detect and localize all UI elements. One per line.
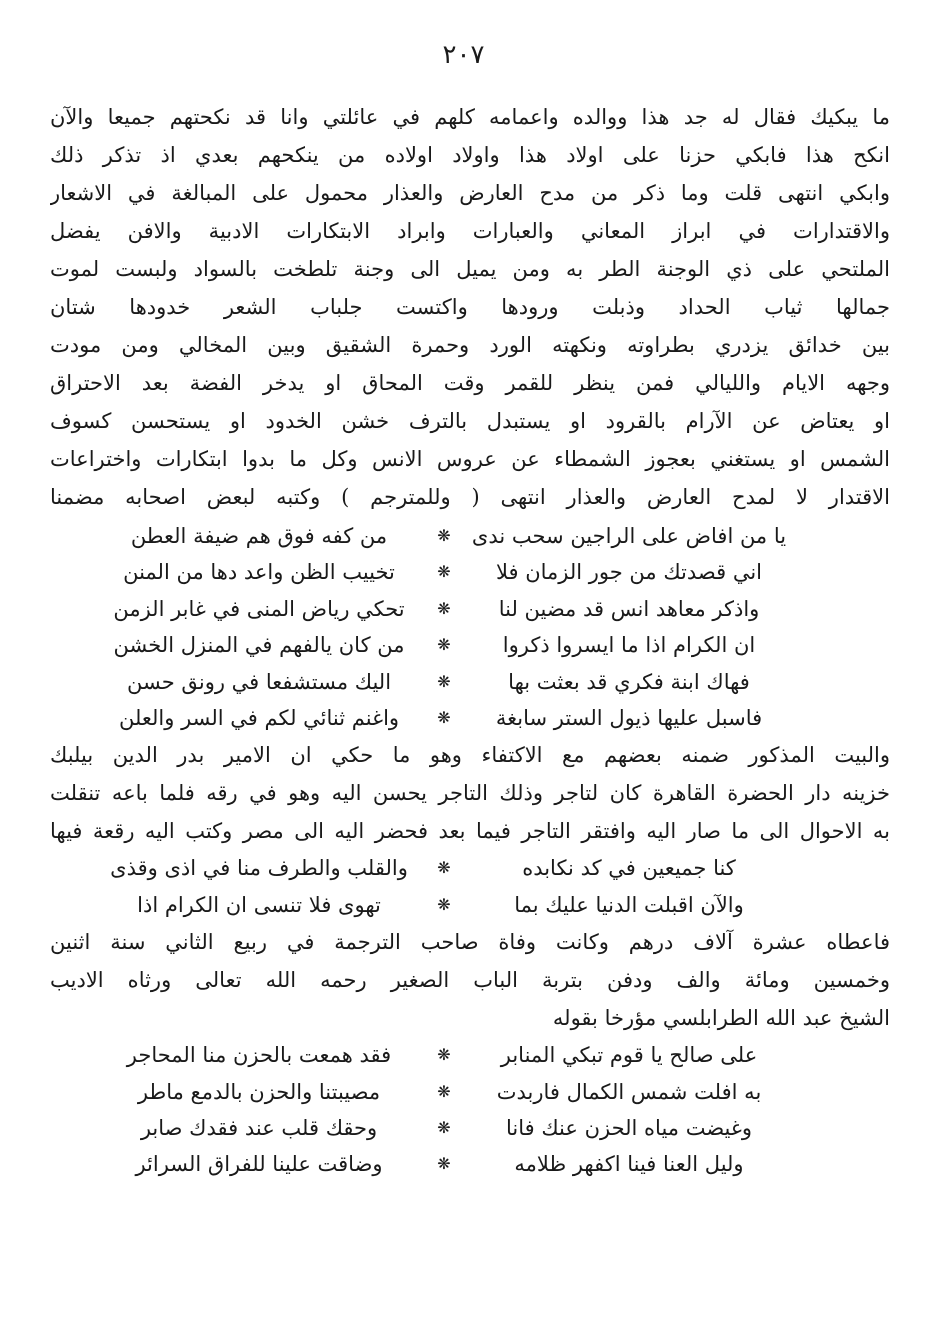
page-text	[50, 98, 890, 1183]
verse-second-half: والقلب والطرف منا في اذى وقذى	[110, 856, 408, 881]
text-line: والبيت المذكور ضمنه بعضهم مع الاكتفاء وهو ما حكي ان الامير بدر الدين بيلبك	[50, 743, 890, 768]
verse-separator-icon: ❋	[437, 526, 451, 545]
verse-second-half: مصيبتنا والحزن بالدمع ماطر	[137, 1079, 381, 1104]
verse-line	[50, 700, 890, 736]
verse-second-half: تحكي رياض المنى في غابر الزمن	[113, 596, 405, 621]
text-line: انكح هذا فابكي حزنا على اولاد هذا واولاد اولاده من ينكحهم بعدي اذ تذكر ذلك	[50, 143, 890, 167]
verse-separator-icon: ❋	[437, 1045, 451, 1065]
verse-separator-icon: ❋	[437, 598, 451, 618]
text-line: الاقتدار لا لمدح العارض والعذار انتهى ( وللمترجم ) وكتبه لبعض اصحابه مضمنا	[50, 485, 890, 509]
verse-first-half: واذكر معاهد انس قد مضين لنا	[498, 596, 760, 621]
verse-separator-icon: ❋	[437, 1081, 451, 1101]
verse-second-half: فقد همعت بالحزن منا المحاجر	[126, 1043, 392, 1068]
page-number: ٢٠٧	[442, 40, 485, 70]
verse-second-half: من كان يالفهم في المنزل الخشن	[113, 633, 405, 658]
text-line: الملتحي على ذي الوجنة الطر به ومن يميل الى وجنة تلطخت بالسواد ولبست لموت	[50, 257, 890, 281]
text-line: الشيخ عبد الله الطرابلسي مؤرخا بقوله	[552, 1006, 890, 1031]
verse-separator-icon: ❋	[437, 635, 451, 655]
text-line: الشمس او يستغني بعجوز الشمطاء عن عروس الانس وكل ما بدوا ابتكارات واختراعات	[50, 447, 890, 471]
text-line: او يعتاض عن الآرام بالقرود او يستبدل بالترف خشن الخدود او يستحسن كسوف	[50, 409, 890, 433]
verse-line	[50, 887, 890, 923]
verse-line	[50, 554, 890, 590]
text-line: ما يبكيك فقال له جد هذا ووالده واعمامه كلهم في عائلتي وانا قد نكحتهم جميعا والآن	[50, 105, 890, 129]
verse-line	[50, 1037, 890, 1073]
verse-first-half: على صالح يا قوم تبكي المنابر	[500, 1043, 758, 1068]
text-line: خزينه دار الحضرة القاهرة كان لتاجر وذلك التاجر يحسن اليه وهو في رقه فلما باعه تنقلت	[50, 781, 890, 806]
verse-line	[50, 518, 890, 554]
verse-second-half: واغنم ثنائي لكم في السر والعلن	[118, 705, 400, 730]
verse-second-half: اليك مستشفعا في رونق حسن	[126, 669, 392, 694]
verse-line	[50, 1074, 890, 1110]
verse-line	[50, 1110, 890, 1146]
verse-separator-icon: ❋	[437, 562, 451, 582]
verse-second-half: من كفه فوق هم ضيفة العطن	[130, 524, 388, 548]
verse-first-half: وغيضت مياه الحزن عنك فانا	[505, 1115, 753, 1140]
verse-separator-icon: ❋	[437, 707, 451, 727]
text-line: والاقتدارات في ابراز المعاني والعبارات وابراد الابتكارات الادبية والافن يفضل	[50, 219, 890, 243]
text-line: جمالها ثياب الحداد وذبلت ورودها واكتست جلباب الشعر خدودها شتان	[50, 295, 890, 319]
verse-first-half: اني قصدتك من جور الزمان فلا	[495, 560, 763, 585]
verse-first-half: فهاك ابنة فكري قد بعثت بها	[508, 669, 750, 694]
verse-separator-icon: ❋	[437, 671, 451, 691]
verse-second-half: وضاقت علينا للفراق السرائر	[135, 1152, 383, 1177]
verse-line	[50, 664, 890, 700]
verse-first-half: ان الكرام اذا ما ايسروا ذكروا	[502, 633, 756, 658]
verse-second-half: تخييب الظن واعد دها من المنن	[123, 560, 395, 585]
verse-separator-icon: ❋	[437, 1117, 451, 1137]
verse-separator-icon: ❋	[437, 894, 451, 914]
verse-line	[50, 591, 890, 627]
verse-second-half: تهوى فلا تنسى ان الكرام اذا	[137, 892, 381, 917]
verse-separator-icon: ❋	[437, 1154, 451, 1174]
verse-first-half: كنا جميعين في كد نكابده	[522, 856, 736, 881]
text-line: بين خدائق يزدري بطراوته ونكهته الورد وحمرة الشقيق وبين المخالي ومن مودت	[50, 333, 890, 357]
verse-line	[50, 627, 890, 663]
verse-separator-icon: ❋	[437, 858, 451, 878]
verse-first-half: به افلت شمس الكمال فاربدت	[496, 1079, 762, 1104]
verse-first-half: يا من افاض على الراجين سحب ندى	[471, 524, 787, 548]
text-line: وخمسين ومائة والف ودفن بتربة الباب الصغير رحمه الله تعالى ورثاه الاديب	[50, 968, 890, 993]
verse-line	[50, 850, 890, 886]
verse-first-half: والآن اقبلت الدنيا عليك بما	[514, 892, 744, 917]
verse-line	[50, 1146, 890, 1182]
text-line: به الاحوال الى ما صار اليه وافتقر التاجر فيما بعد فحضر اليه الى مصر وكتب اليه رقعة فيها	[50, 819, 890, 844]
verse-first-half: فاسبل عليها ذيول الستر سابغة	[495, 705, 763, 730]
verse-first-half: وليل العنا فينا اكفهر ظلامه	[514, 1152, 744, 1177]
verse-second-half: وحقك قلب عند فقدك صابر	[140, 1115, 378, 1140]
text-line: فاعطاه عشرة آلاف درهم وكانت وفاة صاحب الترجمة في ربيع الثاني سنة اثنين	[50, 930, 890, 955]
text-line: وجهه الايام والليالي فمن ينظر للقمر وقت المحاق او يدخر الفضة بعد الاحتراق	[50, 371, 890, 395]
text-line: وابكي انتهى قلت وما ذكر من مدح العارض والعذار محمول على المبالغة في الاشعار	[50, 181, 890, 205]
